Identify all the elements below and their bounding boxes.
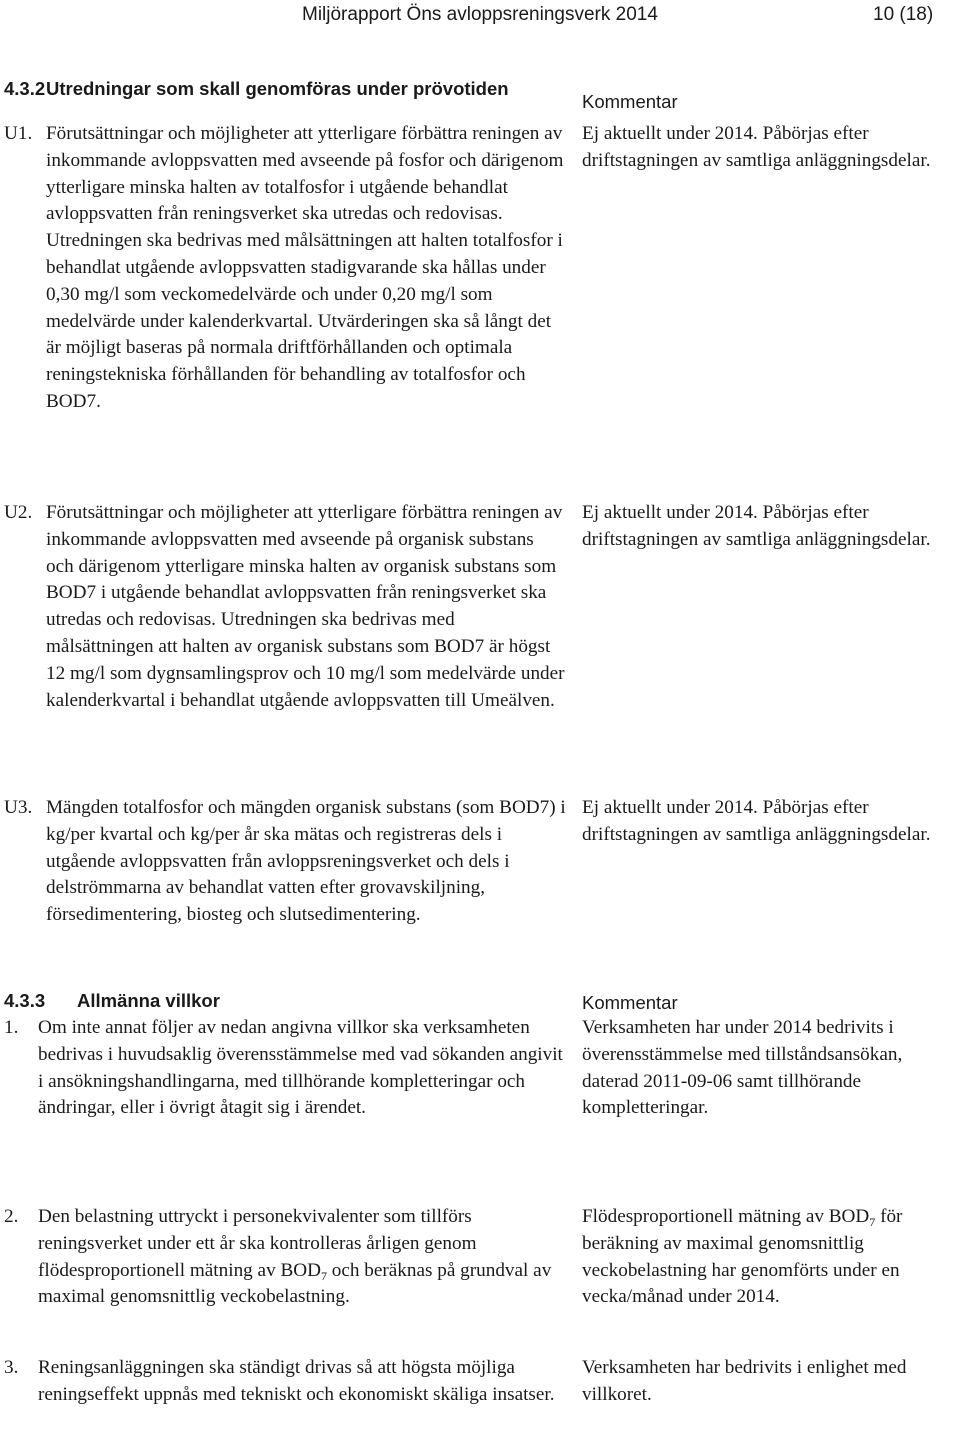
comment-text-part: Flödesproportionell mätning av BOD <box>582 1206 870 1227</box>
item-comment: Verksamheten har bedrivits i enlighet med villkoret. <box>582 1357 907 1405</box>
item-text: Förutsättningar och möjligheter att ytterligare förbättra reningen av inkommande avloppsvatten med avseende på fosfor och därigenom ytterligare minska halten av totalfosfor i utgående behandlat avloppsvatten från reningsverket ska utredas och redovisas. Utredningen ska bedrivas med målsättningen att halten totalfosfor i behandlat utgående avloppsvatten stadigvarande ska hållas under 0,30 mg/l som veckomedelvärde och under 0,20 mg/l som medelvärde under kalenderkvartal. Utvärderingen ska så långt det är möjligt baseras på normala driftförhållanden och optimala reningstekniska förhållanden för behandling av totalfosfor och BOD7. <box>46 123 564 412</box>
document-header-title: Miljörapport Öns avloppsreningsverk 2014 <box>302 4 658 25</box>
comment-heading: Kommentar <box>582 992 678 1013</box>
item-text: Om inte annat följer av nedan angivna villkor ska verksamheten bedrivas i huvudsaklig överensstämmelse med vad sökanden angivit i ansökningshandlingarna, med tillhörande kompletteringar och ändringar, eller i övrigt åtagit sig i ärendet. <box>38 1017 563 1119</box>
item-comment: Verksamheten har under 2014 bedrivits i överensstämmelse med tillståndsansökan, daterad 2011-09-06 samt tillhörande kompletteringar. <box>582 1017 903 1119</box>
item-text: Reningsanläggningen ska ständigt drivas så att högsta möjliga reningseffekt uppnås med tekniskt och ekonomiskt skäliga insatser. <box>38 1357 555 1405</box>
item-text <box>38 1204 566 1311</box>
item-label: U1. <box>4 123 33 144</box>
section-number: 4.3.3 <box>4 990 46 1011</box>
item-label: U2. <box>4 502 33 523</box>
item-text-part: Den belastning uttryckt i personekvivalenter som tillförs reningsverket under ett år ska kontrolleras årligen genom flödesproportionell mätning av BOD <box>38 1206 477 1281</box>
item-comment: Ej aktuellt under 2014. Påbörjas efter driftstagningen av samtliga anläggningsdelar. <box>582 123 931 171</box>
item-label: U3. <box>4 797 33 818</box>
comment-text-part: för beräkning av maximal genomsnittlig veckobelastning har genomförts under en vecka/månad under 2014. <box>582 1206 903 1308</box>
item-label: 2. <box>4 1206 19 1227</box>
page-number: 10 (18) <box>873 4 934 25</box>
item-comment: Ej aktuellt under 2014. Påbörjas efter driftstagningen av samtliga anläggningsdelar. <box>582 502 931 550</box>
item-text-part: och beräknas på grundval av maximal genomsnittlig veckobelastning. <box>38 1259 552 1308</box>
item-comment <box>582 1204 960 1311</box>
subscript: 7 <box>320 1268 327 1283</box>
item-text: Förutsättningar och möjligheter att ytterligare förbättra reningen av inkommande avloppsvatten med avseende på organisk substans och därigenom ytterligare minska halten av organisk substans som BOD7 i utgående behandlat avloppsvatten från reningsverket ska utredas och redovisas. Utredningen ska bedrivas med målsättningen att halten av organisk substans som BOD7 är högst 12 mg/l som dygnsamlingsprov och 10 mg/l som medelvärde under kalenderkvartal i behandlat utgående avloppsvatten till Umeälven. <box>46 502 565 711</box>
item-comment: Ej aktuellt under 2014. Påbörjas efter driftstagningen av samtliga anläggningsdelar. <box>582 797 931 845</box>
section-number: 4.3.2 <box>4 78 46 99</box>
subscript: 7 <box>869 1215 876 1229</box>
section-title: Allmänna villkor <box>77 990 220 1011</box>
section-title: Utredningar som skall genomföras under prövotiden <box>46 78 509 99</box>
item-label: 3. <box>4 1357 19 1378</box>
item-label: 1. <box>4 1017 19 1038</box>
comment-heading: Kommentar <box>582 91 678 112</box>
item-text: Mängden totalfosfor och mängden organisk substans (som BOD7) i kg/per kvartal och kg/per år ska mätas och registreras dels i utgående avloppsvatten från avloppsreningsverket och dels i delströmmarna av behandlat vatten efter grovavskiljning, försedimentering, biosteg och slutsedimentering. <box>46 797 566 926</box>
